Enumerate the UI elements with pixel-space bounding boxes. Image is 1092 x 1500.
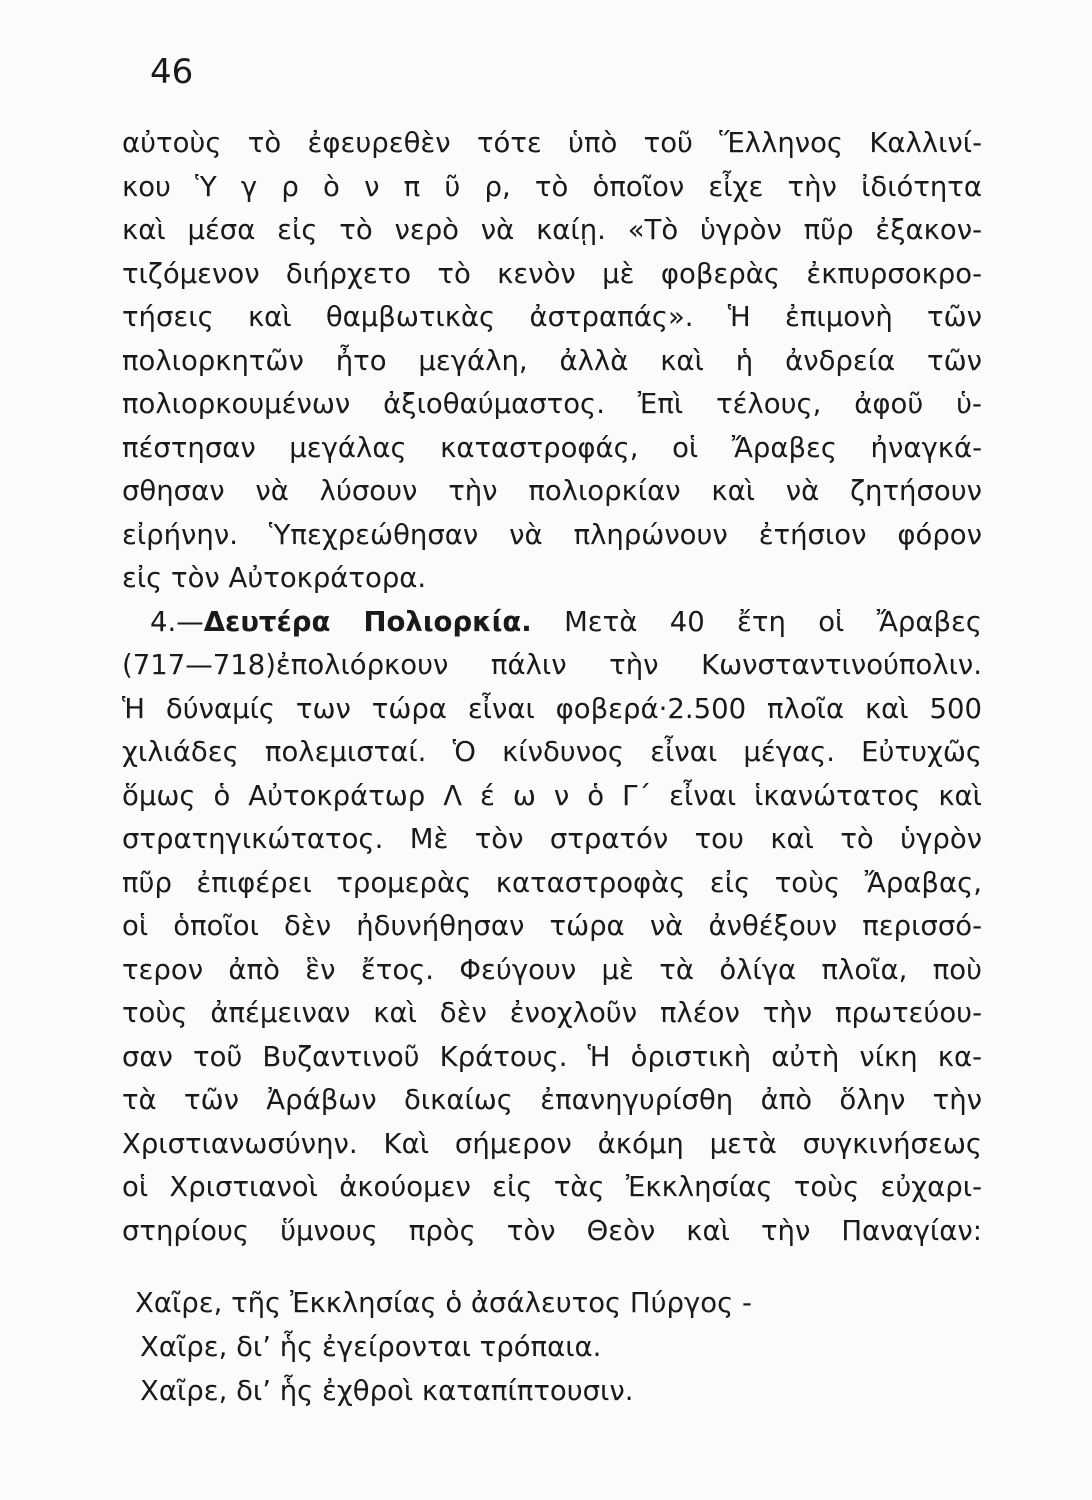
text-line: τερον ἀπὸ ἓν ἔτος. Φεύγουν μὲ τὰ ὀλίγα πλοῖα, ποὺ [122,953,982,986]
hymn-verse: Χαῖρε, τῆς Ἐκκλησίας ὁ ἀσάλευτος Πύργος - [135,1287,752,1319]
text-line: πολιορκουμένων ἀξιοθαύμαστος. Ἐπὶ τέλους, ἀφοῦ ὑ- [122,388,982,420]
text-line: τήσεις καὶ θαμβωτικὰς ἀστραπάς». Ἡ ἐπιμονὴ τῶν [122,301,982,333]
section-heading-line [122,601,982,645]
text-line: πέστησαν μεγάλας καταστροφάς, οἱ Ἄραβες ἠναγκά- [122,431,982,464]
text-line: σθησαν νὰ λύσουν τὴν πολιορκίαν καὶ νὰ ζητήσουν [122,475,982,507]
text-line: σαν τοῦ Βυζαντινοῦ Κράτους. Ἡ ὁριστικὴ αὐτὴ νίκη κα- [122,1040,982,1073]
text-line: πολιορκητῶν ἦτο μεγάλη, ἀλλὰ καὶ ἡ ἀνδρεία τῶν [122,344,982,377]
text-line: καὶ μέσα εἰς τὸ νερὸ νὰ καίῃ. «Τὸ ὑγρὸν πῦρ ἐξακον- [122,214,982,246]
text-line: στρατηγικώτατος. Μὲ τὸν στρατόν του καὶ τὸ ὑγρὸν [122,823,982,855]
text-line: ὅμως ὁ Αὐτοκράτωρ Λ έ ω ν ὁ Γ΄ εἶναι ἱκανώτατος καὶ [122,779,982,812]
text-line: οἱ Χριστιανοὶ ἀκούομεν εἰς τὰς Ἐκκλησίας τοὺς εὐχαρι- [122,1171,982,1203]
text-line: αὐτοὺς τὸ ἐφευρεθὲν τότε ὑπὸ τοῦ Ἕλληνος Καλλινί- [122,127,982,159]
text-line: χιλιάδες πολεμισταί. Ὁ κίνδυνος εἶναι μέγας. Εὐτυχῶς [122,736,982,768]
text-line: Χριστιανωσύνην. Καὶ σήμερον ἀκόμη μετὰ συγκινήσεως [122,1127,982,1160]
text-line: (717—718)ἐπολιόρκουν πάλιν τὴν Κωνσταντινούπολιν. [122,649,982,681]
text-line: κου Ὑ γ ρ ὸ ν π ῦ ρ, τὸ ὁποῖον εἶχε τὴν ἰδιότητα [122,170,982,203]
text-line: οἱ ὁποῖοι δὲν ἠδυνήθησαν τώρα νὰ ἀνθέξουν περισσό- [122,910,982,942]
body-text [122,122,982,1253]
text-line: τοὺς ἀπέμειναν καὶ δὲν ἐνοχλοῦν πλέον τὴν πρωτεύου- [122,997,982,1029]
text-line: εἰς τὸν Αὐτοκράτορα. [122,562,427,594]
text-line: στηρίους ὕμνους πρὸς τὸν Θεὸν καὶ τὴν Παναγίαν: [122,1214,982,1247]
section-number: 4.— [150,605,204,638]
hymn-verse: Χαῖρε, δι’ ἧς ἐχθροὶ καταπίπτουσιν. [140,1375,634,1407]
section-first-line: Μετὰ 40 ἔτη οἱ Ἄραβες [531,605,982,638]
page-number: 46 [150,52,194,92]
text-line: Ἡ δύναμίς των τώρα εἶναι φοβερά·2.500 πλοῖα καὶ 500 [122,692,982,725]
text-line: τιζόμενον διήρχετο τὸ κενὸν μὲ φοβερὰς ἐκπυρσοκρο- [122,257,982,290]
text-line: εἰρήνην. Ὑπεχρεώθησαν νὰ πληρώνουν ἐτήσιον φόρον [122,518,982,551]
text-line: τὰ τῶν Ἀράβων δικαίως ἐπανηγυρίσθη ἀπὸ ὅλην τὴν [122,1084,982,1116]
text-line: πῦρ ἐπιφέρει τρομερὰς καταστροφὰς εἰς τοὺς Ἄραβας, [122,866,982,899]
section-heading: Δευτέρα Πολιορκία. [203,605,532,638]
hymn-verse: Χαῖρε, δι’ ἧς ἐγείρονται τρόπαια. [140,1331,602,1363]
